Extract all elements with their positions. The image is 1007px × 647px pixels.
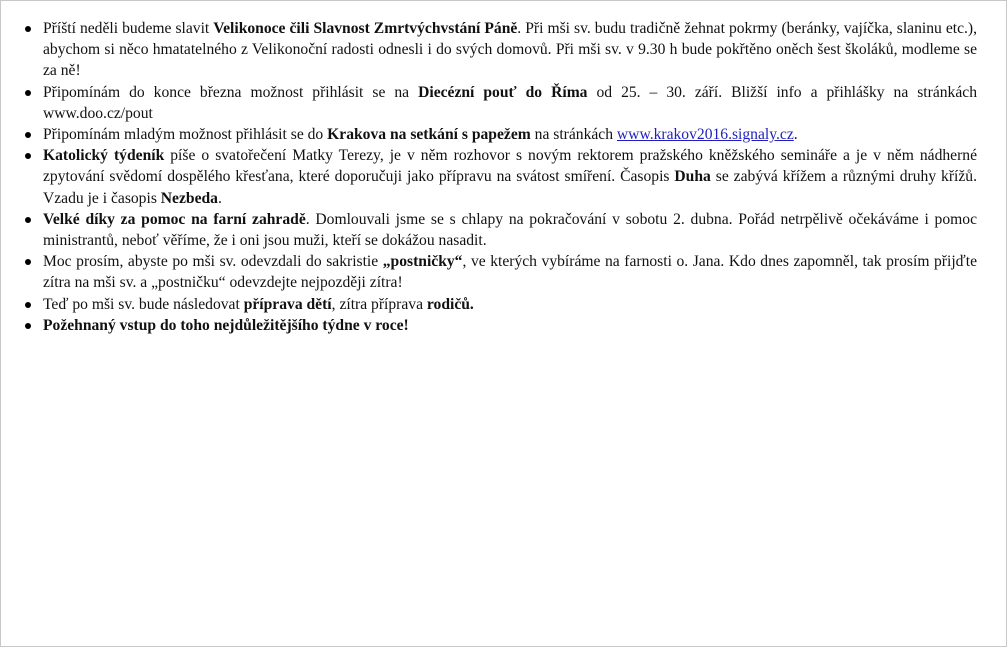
bullet-icon bbox=[25, 26, 31, 32]
item-bold-text: Duha bbox=[674, 168, 711, 186]
bullet-icon bbox=[25, 90, 31, 96]
item-text: . Domlouvali jsme se s chlapy na pokračování v sobotu 2. dubna. Pořád netrpělivě očekáváme i pomoc ministrantů, neboť věříme, že i oni jsou muži, kteří se dokážou nasadit. bbox=[43, 210, 977, 250]
bullet-icon bbox=[25, 259, 31, 265]
item-text: . bbox=[793, 126, 798, 144]
item-text: se zabývá křížem a různými druhy křížů. Vzadu je i časopis bbox=[43, 168, 977, 207]
list-item bbox=[43, 145, 977, 209]
bullet-icon bbox=[25, 153, 31, 159]
item-bold-text: Nezbeda bbox=[160, 189, 218, 207]
list-item bbox=[43, 251, 977, 293]
list-item bbox=[43, 18, 977, 82]
item-text: Připomínám mladým možnost přihlásit se do bbox=[43, 126, 328, 144]
list-item bbox=[43, 294, 977, 315]
list-item bbox=[43, 82, 977, 124]
item-text: , zítra příprava bbox=[331, 295, 427, 313]
bullet-icon bbox=[25, 323, 31, 329]
item-bold-text: příprava dětí bbox=[243, 295, 332, 313]
item-bold-text: Katolický týdeník bbox=[43, 147, 165, 165]
item-text: , ve kterých vybíráme na farnosti o. Jana. Kdo dnes zapomněl, tak prosím přijďte zítra na mši sv. a „postničku“ odevzdejte nejpozději zítra! bbox=[43, 253, 978, 292]
bullet-icon bbox=[25, 302, 31, 308]
item-text: Teď po mši sv. bude následovat bbox=[43, 295, 244, 313]
item-text: od 25. – 30. září. Bližší info a přihlášky na stránkách www.doo.cz/pout bbox=[43, 83, 977, 122]
item-text: Moc prosím, abyste po mši sv. odevzdali do sakristie bbox=[43, 253, 383, 271]
list-item bbox=[43, 315, 977, 336]
item-text: na stránkách bbox=[530, 126, 617, 144]
item-bold-text: „postničky“ bbox=[382, 253, 463, 271]
item-bold-text: rodičů. bbox=[426, 295, 474, 313]
announcements-list bbox=[43, 18, 977, 336]
item-text: . bbox=[217, 189, 222, 207]
item-text: . Při mši sv. budu tradičně žehnat pokrmy (beránky, vajíčka, slaninu etc.), abychom si něco hmatatelného z Velikonoční radosti odnesli i do svých domovů. Při mši sv. v 9.30 h bude pokřtěno oněch šest školáků, modleme se za ně! bbox=[43, 20, 977, 80]
item-bold-text: Požehnaný vstup do toho nejdůležitějšího týdne v roce! bbox=[43, 316, 409, 334]
list-item bbox=[43, 124, 977, 145]
item-bold-text: Velké díky za pomoc na farní zahradě bbox=[43, 210, 306, 228]
bullet-icon bbox=[25, 217, 31, 223]
krakov-link[interactable]: www.krakov2016.signaly.cz bbox=[616, 126, 794, 144]
bullet-icon bbox=[25, 132, 31, 138]
item-bold-text: Krakova na setkání s papežem bbox=[327, 126, 531, 144]
item-text: Příští neděli budeme slavit bbox=[43, 20, 214, 37]
item-text: píše o svatořečení Matky Terezy, je v něm rozhovor s novým rektorem pražského kněžského semináře a je v něm nádherné zpytování svědomí dospělého křesťana, které doporučuji jako přípravu na svátost smíření. Časopis bbox=[43, 147, 977, 186]
item-text: Připomínám do konce března možnost přihlásit se na bbox=[43, 83, 419, 101]
list-item bbox=[43, 209, 977, 251]
item-bold-text: Velikonoce čili Slavnost Zmrtvýchvstání Páně bbox=[213, 20, 518, 37]
item-bold-text: Diecézní pouť do Říma bbox=[418, 83, 588, 101]
